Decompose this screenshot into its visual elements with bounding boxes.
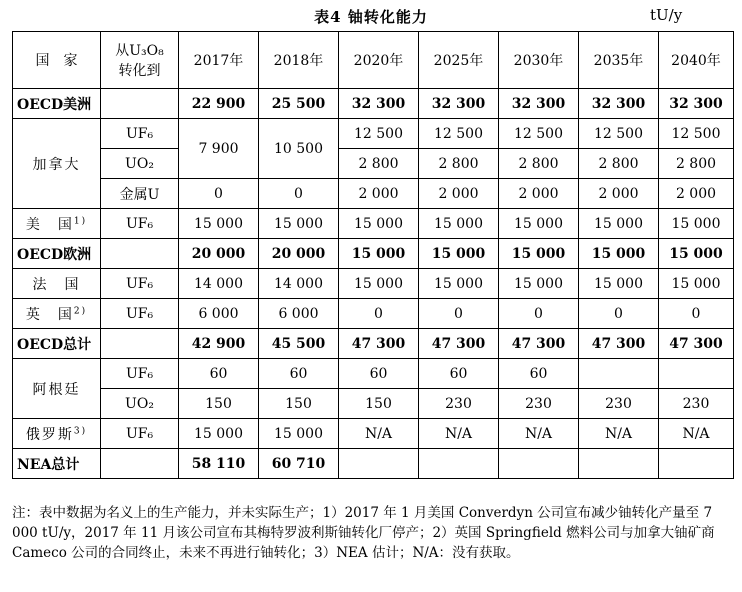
cell [499,449,579,479]
header-year: 2020年 [339,32,419,89]
table-row [13,389,734,419]
cell: 15 000 [499,239,579,269]
cell: 0 [419,299,499,329]
cell: 12 500 [339,119,419,149]
cell: N/A [339,419,419,449]
cell: 32 300 [579,89,659,119]
cell: 60 [419,359,499,389]
table-row [13,179,734,209]
cell: 14 000 [179,269,259,299]
cell: 20 000 [179,239,259,269]
cell: 230 [659,389,734,419]
cell: 15 000 [339,209,419,239]
cell: 230 [499,389,579,419]
cell: 2 000 [419,179,499,209]
row-name: 阿根廷 [13,359,101,419]
cell [659,449,734,479]
cell: 60 [179,359,259,389]
table-row [13,299,734,329]
cell [579,359,659,389]
table-row [13,329,734,359]
cell-empty [101,239,179,269]
cell [579,449,659,479]
table-row [13,119,734,149]
header-year: 2018年 [259,32,339,89]
cell: 12 500 [499,119,579,149]
cell: 47 300 [499,329,579,359]
header-year: 2017年 [179,32,259,89]
cell [419,449,499,479]
table-title: 表4 铀转化能力 [314,8,428,26]
cell: 0 [259,179,339,209]
cell-empty [101,329,179,359]
cell: 2 800 [499,149,579,179]
cell: 150 [179,389,259,419]
cell: 7 900 [179,119,259,179]
cell: 15 000 [499,209,579,239]
cell: 12 500 [659,119,734,149]
cell: 15 000 [179,209,259,239]
cell: N/A [659,419,734,449]
cell: 20 000 [259,239,339,269]
cell-product: UF₆ [101,419,179,449]
cell: 2 000 [499,179,579,209]
table-row [13,269,734,299]
header-row [13,32,734,89]
table-row [13,149,734,179]
row-name: OECD总计 [13,329,101,359]
cell: 15 000 [579,269,659,299]
table-row [13,449,734,479]
header-year: 2030年 [499,32,579,89]
cell: 15 000 [419,209,499,239]
row-name: NEA总计 [13,449,101,479]
cell [339,449,419,479]
row-name: 俄罗斯$^{3)}$ [13,419,101,449]
cell: 58 110 [179,449,259,479]
table-row [13,419,734,449]
cell: 60 [339,359,419,389]
cell-product: UO₂ [101,149,179,179]
cell: 15 000 [419,239,499,269]
cell: 15 000 [499,269,579,299]
cell: 15 000 [659,239,734,269]
cell: 0 [659,299,734,329]
cell: 32 300 [499,89,579,119]
cell: 47 300 [419,329,499,359]
cell: 12 500 [419,119,499,149]
cell-empty [101,449,179,479]
cell: 47 300 [659,329,734,359]
cell: 15 000 [259,419,339,449]
cell-product: UF₆ [101,299,179,329]
row-name: OECD美洲 [13,89,101,119]
cell: 47 300 [339,329,419,359]
header-year: 2035年 [579,32,659,89]
cell: 2 000 [579,179,659,209]
table-row [13,359,734,389]
cell: 2 000 [339,179,419,209]
cell: 15 000 [259,209,339,239]
cell-product: 金属U [101,179,179,209]
cell: 15 000 [579,239,659,269]
table-row [13,89,734,119]
cell: 60 [499,359,579,389]
cell: 47 300 [579,329,659,359]
row-name: OECD欧洲 [13,239,101,269]
cell: 60 710 [259,449,339,479]
cell: 2 000 [659,179,734,209]
cell-product: UO₂ [101,389,179,419]
cell: 22 900 [179,89,259,119]
cell: 14 000 [259,269,339,299]
row-name: 英 国$^{2)}$ [13,299,101,329]
header-year: 2025年 [419,32,499,89]
cell-product: UF₆ [101,209,179,239]
row-name: 美 国$^{1)}$ [13,209,101,239]
cell: 32 300 [339,89,419,119]
cell: 15 000 [579,209,659,239]
cell: 25 500 [259,89,339,119]
uranium-conversion-table [12,31,734,479]
cell: 0 [179,179,259,209]
cell: N/A [579,419,659,449]
cell: 230 [419,389,499,419]
cell: 6 000 [259,299,339,329]
table-row [13,239,734,269]
cell: 2 800 [579,149,659,179]
cell: 32 300 [659,89,734,119]
cell: 10 500 [259,119,339,179]
row-name: 法 国 [13,269,101,299]
cell: 12 500 [579,119,659,149]
cell [659,359,734,389]
cell: 32 300 [419,89,499,119]
cell-empty [101,89,179,119]
cell: 0 [579,299,659,329]
cell: 60 [259,359,339,389]
cell: 2 800 [419,149,499,179]
table-row [13,209,734,239]
cell: 15 000 [659,209,734,239]
header-year: 2040年 [659,32,734,89]
cell: 150 [259,389,339,419]
cell: 0 [499,299,579,329]
cell: 2 800 [659,149,734,179]
unit-label: tU/y [650,6,683,24]
cell: 6 000 [179,299,259,329]
row-name: 加拿大 [13,119,101,209]
header-convert: 从U₃O₈ 转化到 [101,32,179,89]
cell: 230 [579,389,659,419]
cell: 42 900 [179,329,259,359]
cell: 15 000 [419,269,499,299]
cell: 15 000 [659,269,734,299]
cell: 150 [339,389,419,419]
cell-product: UF₆ [101,269,179,299]
cell: 2 800 [339,149,419,179]
table-footnote: 注：表中数据为名义上的生产能力，并未实际生产；1）2017 年 1 月美国 Converdyn 公司宣布减少铀转化产量至 7 000 tU/y，2017 年 11 月该公司宣布其梅特罗波利斯铀转化厂停产；2）英国 Springfield 燃料公司与加拿大铀矿商 Cameco 公司的合同终止，未来不再进行铀转化；3）NEA 估计；N/A：没有获取。 [12,505,715,561]
cell-product: UF₆ [101,119,179,149]
cell: 15 000 [339,269,419,299]
cell: 15 000 [339,239,419,269]
cell: 15 000 [179,419,259,449]
cell: 0 [339,299,419,329]
cell: N/A [499,419,579,449]
cell-product: UF₆ [101,359,179,389]
cell: N/A [419,419,499,449]
cell: 45 500 [259,329,339,359]
header-country: 国 家 [13,32,101,89]
